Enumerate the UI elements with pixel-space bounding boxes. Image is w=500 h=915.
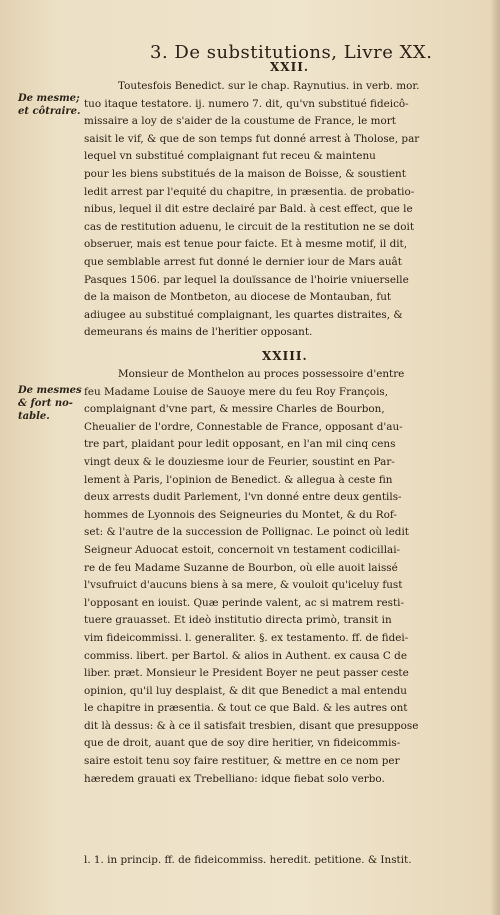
margin-note-line: table. [18, 411, 50, 422]
margin-note-xxii [18, 92, 84, 118]
text-line: demeurans és mains de l'heritier opposant. [84, 326, 313, 339]
text-line: adiugee au substitué complaignant, les quartes distraites, & [84, 308, 403, 321]
text-line: commiss. libert. per Bartol. & alios in Authent. ex causa C de [84, 649, 407, 662]
text-line: que semblable arrest fut donné le dernier iour de Mars auât [84, 255, 402, 268]
text-line: tuo itaque testatore. ij. numero 7. dit, qu'vn substitué fideicô- [84, 97, 409, 110]
text-line: obseruer, mais est tenue pour faicte. Et à mesme motif, il dit, [84, 238, 408, 251]
text-line: ledit arrest par l'equité du chapitre, in præsentia. de probatio- [84, 185, 415, 198]
text-line: tre part, plaidant pour ledit opposant, en l'an mil cinq cens [84, 438, 396, 451]
margin-note-line: & fort no- [18, 398, 73, 409]
text-line: tuere grauasset. Et ideò institutio directa primò, transit in [84, 614, 392, 627]
text-line: re de feu Madame Suzanne de Bourbon, où elle auoit laissé [84, 561, 398, 574]
text-line: Seigneur Aduocat estoit, concernoit vn testament codicillai- [84, 543, 401, 556]
text-line: pour les biens substitués de la maison de Boisse, & soustient [84, 167, 406, 180]
text-line: lement à Paris, l'opinion de Benedict. & allegua à ceste fin [84, 473, 393, 486]
section-body-xxiii [84, 366, 488, 788]
text-line: missaire a loy de s'aider de la coustume de France, le mort [84, 115, 396, 128]
section-heading-xxii: XXII. [270, 60, 310, 74]
section-heading-xxiii: XXIII. [262, 349, 308, 363]
page-shadow [490, 0, 500, 915]
last-text-line: l. 1. in princip. ff. de fideicommiss. heredit. petitione. & Instit. [84, 854, 412, 866]
text-line: le chapitre in præsentia. & tout ce que Bald. & les autres ont [84, 702, 408, 715]
text-line: feu Madame Louise de Sauoye mere du feu Roy François, [84, 385, 389, 398]
text-line: set: & l'autre de la succession de Pollignac. Le poinct où ledit [84, 526, 409, 539]
text-line: Cheualier de l'ordre, Connestable de France, opposant d'au- [84, 420, 403, 433]
text-line: complaignant d'vne part, & messire Charles de Bourbon, [84, 403, 385, 416]
text-line: lequel vn substitué complaignant fut receu & maintenu [84, 150, 376, 163]
text-line: saire estoit tenu soy faire restituer, & mettre en ce nom per [84, 755, 400, 768]
text-line: deux arrests dudit Parlement, l'vn donné entre deux gentils- [84, 491, 402, 504]
text-line: dit là dessus: & à ce il satisfait tresbien, disant que presuppose [84, 719, 419, 732]
margin-note-line: De mesmes [18, 385, 82, 396]
text-line: saisit le vif, & que de son temps fut donné arrest à Tholose, par [84, 132, 420, 145]
margin-note-xxiii [18, 384, 84, 423]
text-line: Toutesfois Benedict. sur le chap. Raynutius. in verb. mor. [118, 80, 420, 92]
running-header: 3. De substitutions, Livre XX. [150, 42, 433, 63]
text-line: vim fideicommissi. l. generaliter. §. ex testamento. ff. de fidei- [84, 631, 409, 644]
margin-note-line: et côtraire. [18, 106, 81, 117]
text-line: opinion, qu'il luy desplaist, & dit que Benedict a mal entendu [84, 684, 407, 697]
margin-note-line: De mesme; [18, 93, 80, 104]
text-line: liber. præt. Monsieur le President Boyer ne peut passer ceste [84, 667, 409, 680]
text-line: Pasques 1506. par lequel la douïssance de l'hoirie vniuerselle [84, 273, 409, 286]
text-line: que de droit, auant que de soy dire heritier, vn fideicommis- [84, 737, 401, 750]
text-line: nibus, lequel il dit estre declairé par Bald. à cest effect, que le [84, 203, 413, 216]
text-line: Monsieur de Monthelon au proces possessoire d'entre [118, 368, 405, 380]
text-line: l'vsufruict d'aucuns biens à sa mere, & vouloit qu'iceluy fust [84, 579, 403, 592]
text-line: l'opposant en iouist. Quæ perinde valent, ac si matrem resti- [84, 596, 404, 609]
text-line: de la maison de Montbeton, au diocese de Montauban, fut [84, 291, 392, 304]
text-line: hæredem grauati ex Trebelliano: idque fiebat solo verbo. [84, 772, 385, 785]
text-line: hommes de Lyonnois des Seigneuries du Montet, & du Rof- [84, 508, 397, 521]
section-body-xxii [84, 78, 488, 342]
text-line: vingt deux & le douziesme iour de Feurier, soustint en Par- [84, 455, 395, 468]
text-line: cas de restitution aduenu, le circuit de la restitution ne se doit [84, 220, 415, 233]
